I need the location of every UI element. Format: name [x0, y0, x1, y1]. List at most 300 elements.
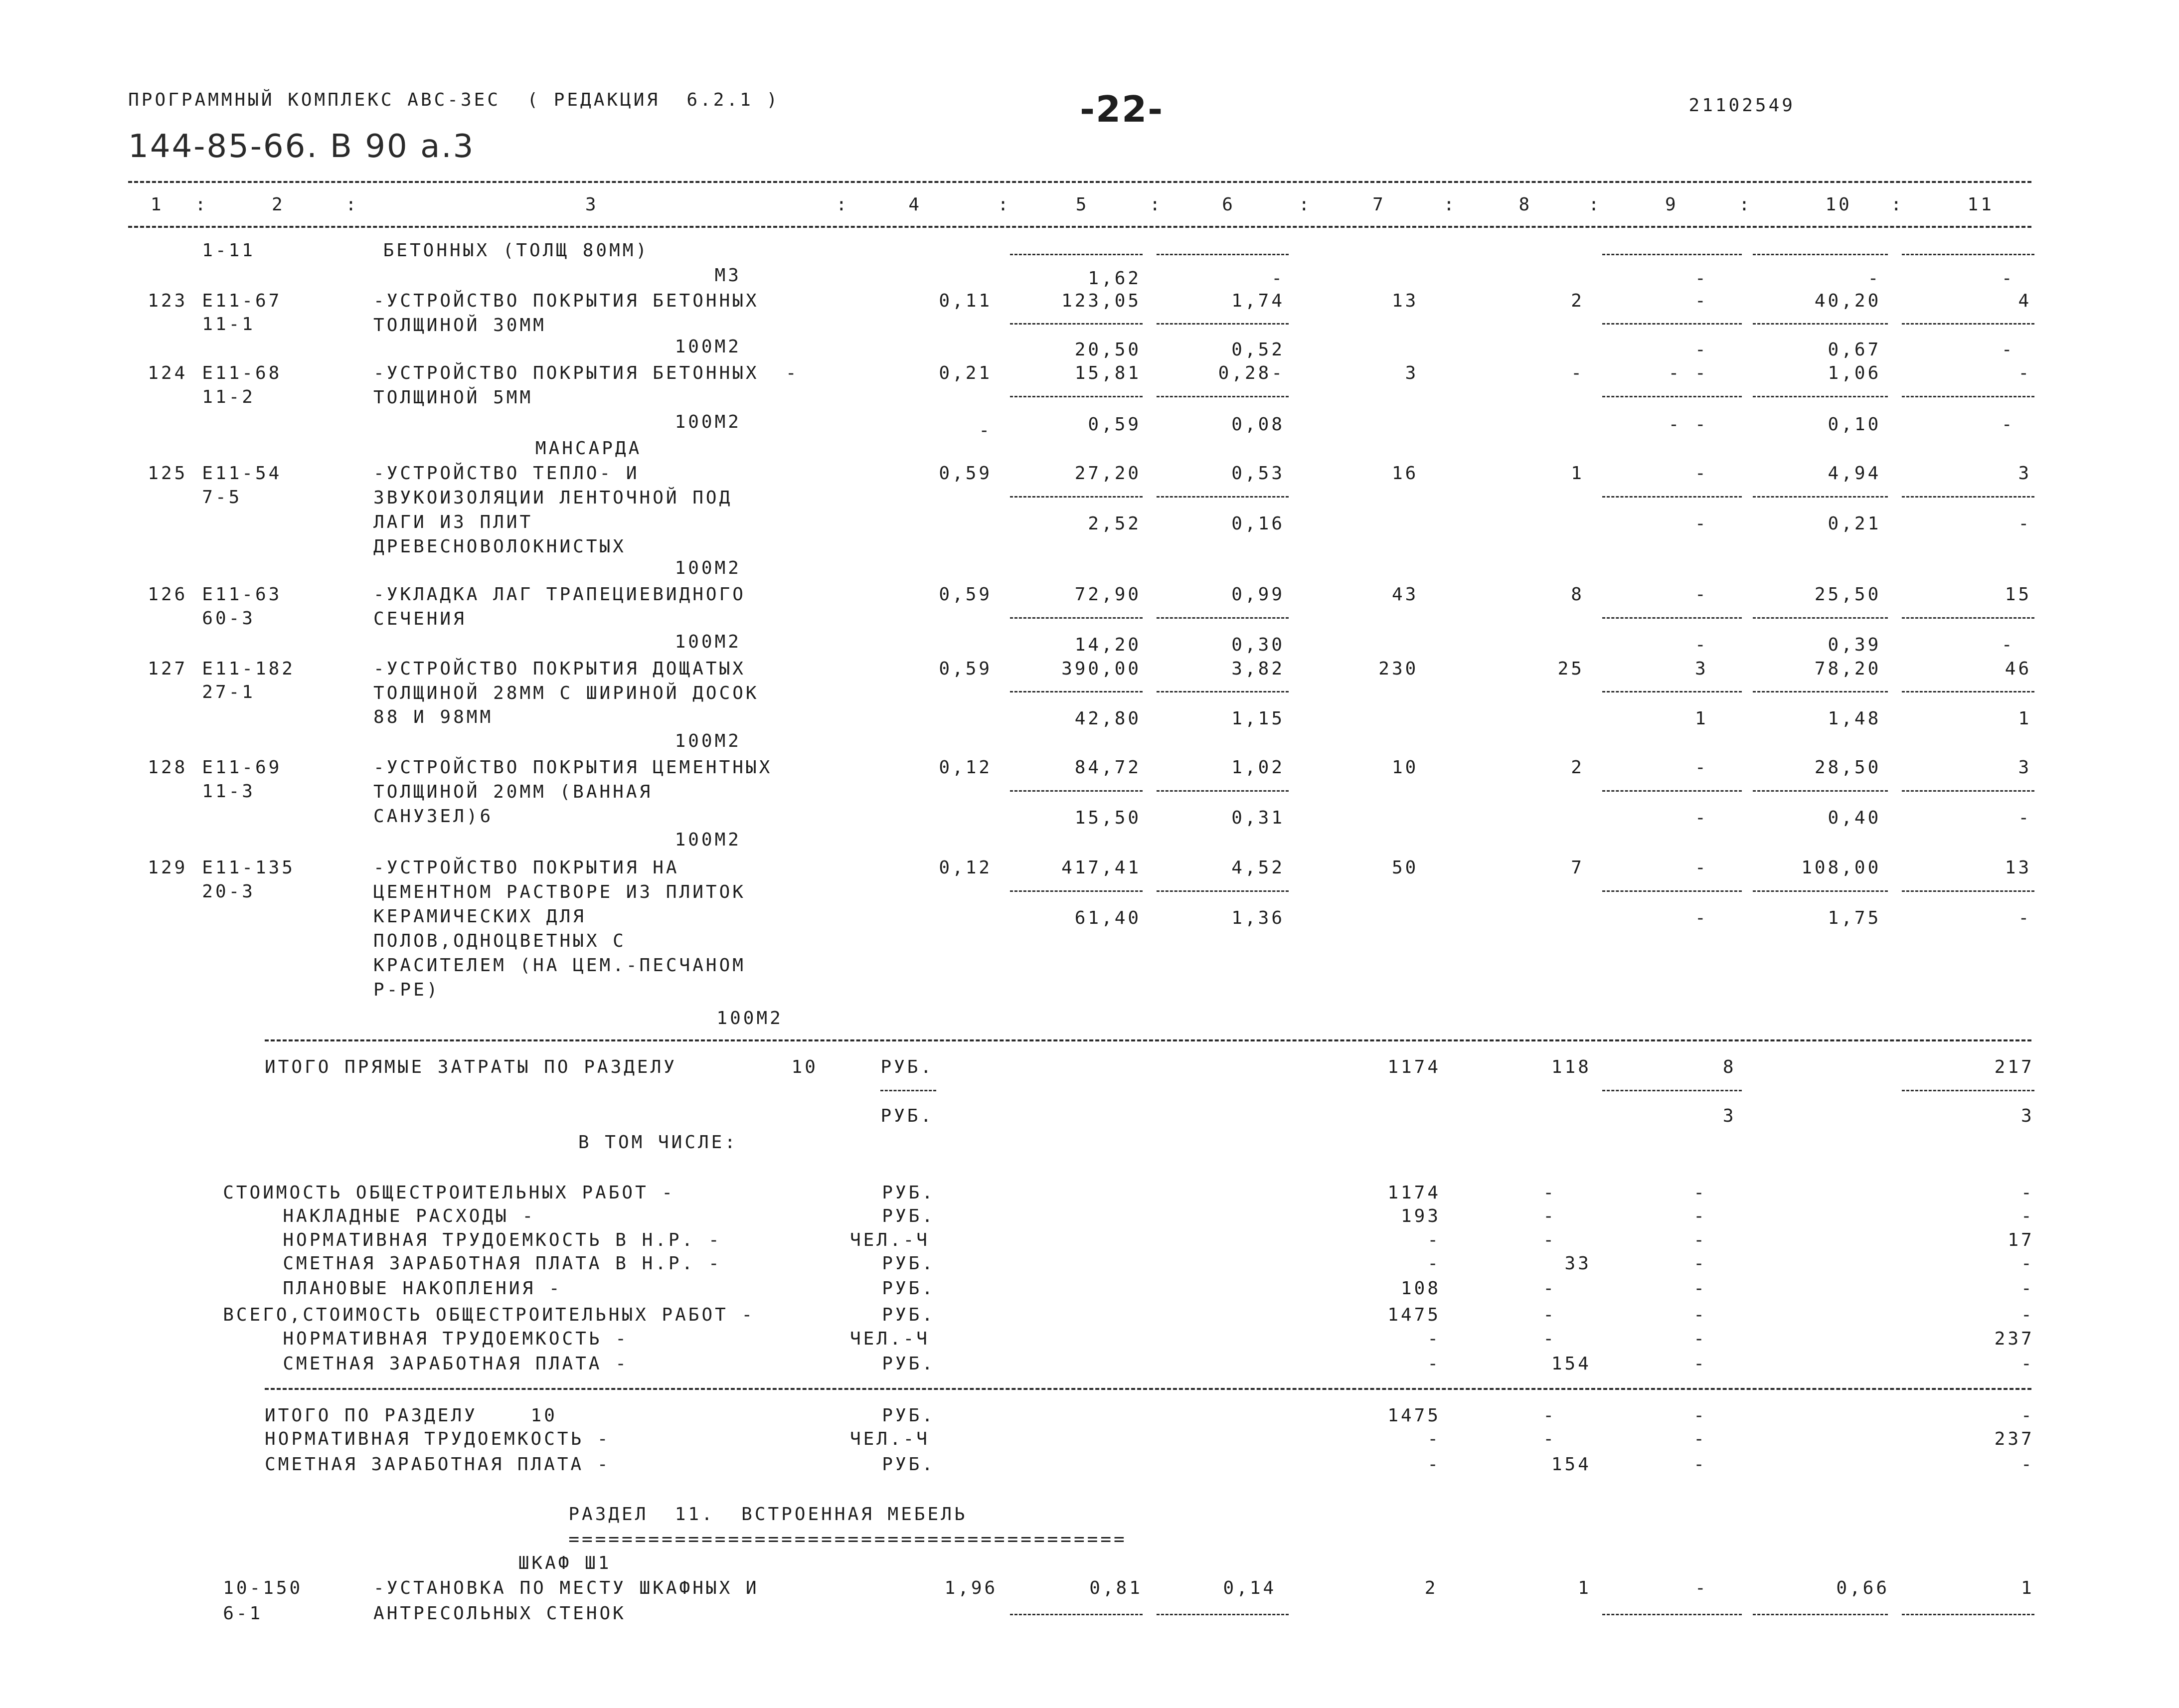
row-value-c11: 1 [2021, 1578, 2034, 1599]
summary-c9: - [1693, 1328, 1707, 1349]
row-seg-6-0 [1010, 890, 1143, 892]
row-desc-line: -УСТРОЙСТВО ПОКРЫТИЯ ЦЕМЕНТНЫХ [373, 757, 773, 778]
sub-value-c4: - [979, 420, 993, 441]
sub2-value-c6: 0,16 [1231, 513, 1285, 534]
row-value-c9: - [1694, 463, 1708, 484]
row-value-c9: - [1694, 584, 1708, 605]
row-seg-3-3 [1753, 617, 1888, 619]
row-value-c6: 3,82 [1231, 658, 1285, 679]
row-desc-line: ДРЕВЕСНОВОЛОКНИСТЫХ [373, 536, 626, 557]
row-desc-line: -УСТРОЙСТВО ПОКРЫТИЯ НА [373, 857, 679, 878]
row-desc-line: -УКЛАДКА ЛАГ ТРАПЕЦИЕВИДНОГО [373, 584, 746, 605]
row-seg-4-4 [1902, 691, 2034, 692]
row-value-c11: - [2018, 363, 2032, 384]
summary-unit: РУБ. [882, 1305, 935, 1326]
section-total-unit: ЧЕЛ.-Ч [849, 1429, 930, 1450]
row-seg-3-2 [1602, 617, 1742, 619]
top-line-seg-1 [1157, 254, 1289, 255]
total-direct2-c9: 3 [1722, 1105, 1736, 1126]
row-seg-2-4 [1902, 496, 2034, 498]
direct-seg-0 [1602, 1090, 1742, 1091]
top-line-desc: БЕТОННЫХ (ТОЛЩ 80ММ) [383, 240, 650, 261]
row-subcode: 20-3 [202, 881, 255, 902]
section-total-c9: - [1693, 1405, 1707, 1426]
summary-c11: - [2021, 1354, 2034, 1374]
summary-c11: - [2021, 1253, 2034, 1274]
row-seg-1-2 [1602, 396, 1742, 397]
row-value-c10: 108,00 [1801, 857, 1881, 878]
row-value-c6: 0,53 [1231, 463, 1285, 484]
row-desc-line: -УСТРОЙСТВО ПОКРЫТИЯ БЕТОННЫХ [373, 290, 759, 311]
row-value-c6: 1,02 [1231, 757, 1285, 778]
row-seg-0-2 [1602, 323, 1742, 325]
summary-c11: 237 [1994, 1328, 2034, 1349]
row-seg-4-3 [1753, 691, 1888, 692]
summary-c11: - [2021, 1182, 2034, 1203]
summary-label: СМЕТНАЯ ЗАРАБОТНАЯ ПЛАТА В Н.Р. - [283, 1253, 722, 1274]
row-seg-5-3 [1753, 790, 1888, 792]
row-desc-line: САНУЗЕЛ)6 [373, 806, 494, 827]
row-value-c11: 46 [2005, 658, 2032, 679]
summary-unit: РУБ. [882, 1253, 935, 1274]
program-title: ПРОГРАММНЫЙ КОМПЛЕКС АВС-3ЕС ( РЕДАКЦИЯ 6.2.1 ) [128, 90, 780, 111]
row-value-c5: 390,00 [1061, 658, 1142, 679]
unit-label: М3 [714, 265, 741, 286]
sub2-value-c5: 2,52 [1088, 513, 1142, 534]
sub2-value-c5: 15,50 [1074, 807, 1142, 828]
sub2-value-c11: - [2018, 807, 2032, 828]
column-header-18: 10 [1825, 194, 1852, 215]
sec11-seg-0 [1010, 1614, 1143, 1615]
summary-unit: РУБ. [882, 1206, 935, 1227]
sub2-value-c9: - [1694, 907, 1708, 928]
row-value-c4: 0,21 [939, 363, 993, 384]
row-seg-1-0 [1010, 396, 1143, 397]
row-seg-1-3 [1753, 396, 1888, 397]
row-subcode: 11-1 [202, 314, 255, 335]
row-value-c7: 50 [1391, 857, 1419, 878]
section-total-c11: 237 [1994, 1429, 2034, 1450]
sub-value-c6: 0,52 [1231, 339, 1285, 360]
section-total-c7: 1475 [1387, 1405, 1441, 1426]
row-subcode: 6-1 [223, 1603, 263, 1624]
summary-c8: 154 [1551, 1354, 1591, 1374]
row-value-c10: 28,50 [1814, 757, 1881, 778]
row-seg-2-0 [1010, 496, 1143, 498]
column-header-2: 2 [272, 194, 285, 215]
row-value-c8: 1 [1578, 1578, 1591, 1599]
row-seg-2-2 [1602, 496, 1742, 498]
row-value-c9: - [1694, 757, 1708, 778]
column-header-9: : [1149, 194, 1163, 215]
top-line-code: 1-11 [202, 240, 255, 261]
row-value-c5: 15,81 [1074, 363, 1142, 384]
row-seg-6-4 [1902, 890, 2034, 892]
summary-c11: - [2021, 1305, 2034, 1326]
row-seg-5-0 [1010, 790, 1143, 792]
row-code: Е11-67 [202, 290, 282, 311]
summary-c9: - [1693, 1354, 1707, 1374]
row-seg-3-0 [1010, 617, 1143, 619]
unit-label: 100М2 [674, 730, 741, 751]
column-header-0: 1 [150, 194, 164, 215]
summary-unit: РУБ. [882, 1182, 935, 1203]
sub-value-c10: 0,10 [1828, 414, 1881, 435]
handwritten-note: 144-85-66. В 90 а.3 [128, 128, 475, 165]
row-desc-line: КЕРАМИЧЕСКИХ ДЛЯ [373, 906, 586, 927]
row-code: Е11-69 [202, 757, 282, 778]
summary-c9: - [1693, 1305, 1707, 1326]
summary-c11: - [2021, 1278, 2034, 1299]
row-number: 127 [148, 658, 188, 679]
row-seg-5-4 [1902, 790, 2034, 792]
summary-label: НОРМАТИВНАЯ ТРУДОЕМКОСТЬ В Н.Р. - [283, 1229, 722, 1250]
sec11-seg-3 [1753, 1614, 1888, 1615]
summary-c7: - [1427, 1229, 1441, 1250]
sub2-value-c10: 0,40 [1828, 807, 1881, 828]
sec11-seg-4 [1902, 1614, 2034, 1615]
sub2-value-c10: 0,21 [1828, 513, 1881, 534]
section-total-label: ИТОГО ПО РАЗДЕЛУ 10 [265, 1405, 557, 1426]
summary-label: СМЕТНАЯ ЗАРАБОТНАЯ ПЛАТА - [283, 1354, 629, 1374]
section-total-c8: - [1543, 1405, 1557, 1426]
column-header-19: : [1890, 194, 1904, 215]
direct-seg-1 [1902, 1090, 2034, 1091]
row-seg-1-1 [1157, 396, 1289, 397]
sub2-value-c5: 42,80 [1074, 708, 1142, 729]
row-value-c7: 13 [1391, 290, 1419, 311]
header-rule-top [128, 181, 2031, 183]
summary-label: НАКЛАДНЫЕ РАСХОДЫ - [283, 1206, 536, 1227]
row-seg-2-1 [1157, 496, 1289, 498]
group-label: МАНСАРДА [535, 438, 642, 459]
column-header-4: 3 [585, 194, 599, 215]
summary-c8: - [1543, 1182, 1557, 1203]
sub2-value-c6: 1,15 [1231, 708, 1285, 729]
unit-label: 100М2 [674, 830, 741, 851]
row-value-c11: 3 [2018, 757, 2032, 778]
row-seg-0-1 [1157, 323, 1289, 325]
summary-c8: 33 [1564, 1253, 1591, 1274]
sub-value-c6: 0,30 [1231, 635, 1285, 656]
column-header-11: : [1298, 194, 1312, 215]
row-value-c8: 2 [1571, 290, 1584, 311]
sub2-value-c11: 1 [2018, 708, 2032, 729]
summary-c8: - [1543, 1305, 1557, 1326]
section-total-c8: 154 [1551, 1454, 1591, 1475]
row-desc-line: АНТРЕСОЛЬНЫХ СТЕНОК [373, 1603, 626, 1624]
row-seg-3-1 [1157, 617, 1289, 619]
row-value-c7: 43 [1391, 584, 1419, 605]
summary-c8: - [1543, 1206, 1557, 1227]
summary-c7: 108 [1401, 1278, 1441, 1299]
sub2-value-c9: - [1694, 807, 1708, 828]
row-value-c8: 2 [1571, 757, 1584, 778]
row-value-c7: 2 [1424, 1578, 1438, 1599]
row-seg-4-0 [1010, 691, 1143, 692]
row-desc-line: ЛАГИ ИЗ ПЛИТ [373, 512, 533, 533]
row-code: 10-150 [223, 1578, 303, 1599]
sub-value-c10: 0,39 [1828, 635, 1881, 656]
row-seg-5-2 [1602, 790, 1742, 792]
row-value-c4: 0,59 [939, 658, 993, 679]
total-direct-label: ИТОГО ПРЯМЫЕ ЗАТРАТЫ ПО РАЗДЕЛУ [265, 1056, 677, 1077]
row-seg-1-4 [1902, 396, 2034, 397]
row-value-c9: - [1694, 1578, 1708, 1599]
row-subcode: 11-2 [202, 386, 255, 407]
row-value-c10: 1,06 [1828, 363, 1881, 384]
summary-c7: 193 [1401, 1206, 1441, 1227]
sub-value-c5: 1,62 [1088, 268, 1142, 289]
row-value-c7: 10 [1391, 757, 1419, 778]
row-desc-line: -УСТАНОВКА ПО МЕСТУ ШКАФНЫХ И [373, 1578, 759, 1599]
row-seg-6-2 [1602, 890, 1742, 892]
row-subcode: 60-3 [202, 608, 255, 629]
sub2-value-c6: 1,36 [1231, 907, 1285, 928]
unit-label: 100М2 [674, 411, 741, 432]
sub2-value-c10: 1,48 [1828, 708, 1881, 729]
section-total-label: СМЕТНАЯ ЗАРАБОТНАЯ ПЛАТА - [265, 1454, 611, 1475]
summary-unit: РУБ. [882, 1354, 935, 1374]
sub-value-c6: 0,08 [1231, 414, 1285, 435]
top-line-seg-3 [1753, 254, 1888, 255]
row-seg-3-4 [1902, 617, 2034, 619]
row-value-c10: 0,66 [1836, 1578, 1890, 1599]
row-desc-line: ПОЛОВ,ОДНОЦВЕТНЫХ С [373, 931, 626, 952]
total-direct-c8: 118 [1551, 1056, 1591, 1077]
total-direct-c7: 1174 [1387, 1056, 1441, 1077]
unit-label: 100М2 [674, 336, 741, 357]
row-value-c9: 3 [1694, 658, 1708, 679]
section-11-title: РАЗДЕЛ 11. ВСТРОЕННАЯ МЕБЕЛЬ [568, 1504, 968, 1525]
summary-c7: - [1427, 1328, 1441, 1349]
row-value-c8: 8 [1571, 584, 1584, 605]
summary-c9: - [1693, 1229, 1707, 1250]
summary-c11: - [2021, 1206, 2034, 1227]
row-seg-6-1 [1157, 890, 1289, 892]
total-direct2-unit: РУБ. [880, 1105, 934, 1126]
row-value-c4: 0,11 [939, 290, 993, 311]
sub2-value-c11: - [2018, 513, 2032, 534]
column-header-20: 11 [1967, 194, 1994, 215]
sub-value-c9: - [1694, 339, 1708, 360]
unit-label: 100М2 [674, 558, 741, 579]
row-value-c7: 3 [1405, 363, 1419, 384]
row-subcode: 11-3 [202, 781, 255, 802]
summary-label: СТОИМОСТЬ ОБЩЕСТРОИТЕЛЬНЫХ РАБОТ - [223, 1182, 675, 1203]
row-value-c6: 0,28- [1218, 363, 1285, 384]
sub2-value-c5: 61,40 [1074, 907, 1142, 928]
row-value-c5: 27,20 [1074, 463, 1142, 484]
sub-value-c9: - [1694, 268, 1708, 289]
row-value-c5: 84,72 [1074, 757, 1142, 778]
row-value-c5: 123,05 [1061, 290, 1142, 311]
header-rule-bottom [128, 226, 2031, 228]
row-desc-line: Р-РЕ) [373, 979, 440, 1000]
sub2-value-c10: 1,75 [1828, 907, 1881, 928]
row-seg-0-0 [1010, 323, 1143, 325]
column-header-10: 6 [1222, 194, 1235, 215]
sub2-value-c6: 0,31 [1231, 807, 1285, 828]
sub2-value-c9: - [1694, 513, 1708, 534]
top-line-seg-2 [1602, 254, 1742, 255]
summary-c7: 1475 [1387, 1305, 1441, 1326]
row-value-c5: 0,81 [1089, 1578, 1143, 1599]
row-value-c10: 78,20 [1814, 658, 1881, 679]
row-value-c10: 4,94 [1828, 463, 1881, 484]
row-value-c4: 0,59 [939, 584, 993, 605]
summary-c9: - [1693, 1182, 1707, 1203]
summary-unit: ЧЕЛ.-Ч [849, 1229, 930, 1250]
sub2-value-c9: 1 [1694, 708, 1708, 729]
column-header-6: 4 [908, 194, 922, 215]
row-number: 123 [148, 290, 188, 311]
total-direct-section: 10 [791, 1056, 818, 1077]
section-total-c11: - [2021, 1454, 2034, 1475]
summary-unit: ЧЕЛ.-Ч [849, 1328, 930, 1349]
row-desc-line: -УСТРОЙСТВО ПОКРЫТИЯ ДОЩАТЫХ [373, 658, 746, 679]
row-value-c5: 72,90 [1074, 584, 1142, 605]
column-header-8: 5 [1075, 194, 1089, 215]
row-value-c9: - [1694, 290, 1708, 311]
summary-c8: - [1543, 1229, 1557, 1250]
row-value-c10: 40,20 [1814, 290, 1881, 311]
cabinet-label: ШКАФ Ш1 [518, 1552, 612, 1573]
summary-unit: РУБ. [882, 1278, 935, 1299]
row-value-c9: - - [1668, 363, 1708, 384]
column-header-17: : [1739, 194, 1752, 215]
row-value-c6: 0,14 [1223, 1578, 1277, 1599]
row-code: Е11-63 [202, 584, 282, 605]
row-value-c6: 0,99 [1231, 584, 1285, 605]
row-desc-line: ТОЛЩИНОЙ 30ММ [373, 315, 546, 336]
summary-c7: - [1427, 1354, 1441, 1374]
row-value-c7: 230 [1378, 658, 1419, 679]
total-direct-unit: РУБ. [880, 1056, 934, 1077]
sub2-value-c11: - [2018, 907, 2032, 928]
unit-label: 100М2 [674, 632, 741, 653]
section-total-unit: РУБ. [882, 1405, 935, 1426]
summary-c9: - [1693, 1253, 1707, 1274]
sub-value-c11: - [2001, 339, 2015, 360]
section-total-c9: - [1693, 1454, 1707, 1475]
section-11-underline: ========================================== [568, 1529, 1127, 1550]
row-value-c6: 4,52 [1231, 857, 1285, 878]
row-value-c11: 3 [2018, 463, 2032, 484]
section-total-c8: - [1543, 1429, 1557, 1450]
summary-c9: - [1693, 1278, 1707, 1299]
row-value-c11: 13 [2005, 857, 2032, 878]
row-number: 129 [148, 857, 188, 878]
sub-value-c9: - - [1668, 414, 1708, 435]
row-desc-line: ТОЛЩИНОЙ 20ММ (ВАННАЯ [373, 781, 653, 802]
row-seg-6-3 [1753, 890, 1888, 892]
column-header-5: : [836, 194, 849, 215]
row-value-c8: - [1571, 363, 1584, 384]
sub-value-c6: - [1271, 268, 1285, 289]
summary-c7: 1174 [1387, 1182, 1441, 1203]
row-seg-2-3 [1753, 496, 1888, 498]
row-value-c11: 15 [2005, 584, 2032, 605]
section-rule [265, 1388, 2031, 1390]
section-total-c7: - [1427, 1454, 1441, 1475]
row-desc-line: 88 И 98ММ [373, 707, 494, 728]
summary-c11: 17 [2008, 1229, 2034, 1250]
row-value-c6: 1,74 [1231, 290, 1285, 311]
row-desc-line: ЦЕМЕНТНОМ РАСТВОРЕ ИЗ ПЛИТОК [373, 882, 746, 903]
section-total-label: НОРМАТИВНАЯ ТРУДОЕМКОСТЬ - [265, 1429, 611, 1450]
row-code: Е11-135 [202, 857, 295, 878]
summary-label: ВСЕГО,СТОИМОСТЬ ОБЩЕСТРОИТЕЛЬНЫХ РАБОТ - [223, 1305, 755, 1326]
including-label: В ТОМ ЧИСЛЕ: [578, 1132, 738, 1153]
row-number: 124 [148, 363, 188, 384]
section-total-c9: - [1693, 1429, 1707, 1450]
sub-value-c11: - [2001, 268, 2015, 289]
column-header-14: 8 [1518, 194, 1532, 215]
row-value-c7: 16 [1391, 463, 1419, 484]
unit-rule [880, 1090, 936, 1091]
sub-value-c10: 0,67 [1828, 339, 1881, 360]
row-value-c4: 0,59 [939, 463, 993, 484]
top-line-seg-4 [1902, 254, 2034, 255]
summary-c9: - [1693, 1206, 1707, 1227]
summary-label: НОРМАТИВНАЯ ТРУДОЕМКОСТЬ - [283, 1328, 629, 1349]
total-direct-c11: 217 [1994, 1056, 2034, 1077]
sub-value-c11: - [2001, 635, 2015, 656]
sec11-seg-1 [1157, 1614, 1289, 1615]
row-desc-line: -УСТРОЙСТВО ПОКРЫТИЯ БЕТОННЫХ - [373, 363, 799, 384]
top-line-seg-0 [1010, 254, 1143, 255]
summary-c7: - [1427, 1253, 1441, 1274]
row-number: 125 [148, 463, 188, 484]
document-code: 21102549 [1688, 95, 1795, 116]
column-header-7: : [998, 194, 1011, 215]
row-seg-4-1 [1157, 691, 1289, 692]
row-value-c4: 1,96 [944, 1578, 998, 1599]
total-direct-c9: 8 [1722, 1056, 1736, 1077]
row-value-c9: - [1694, 857, 1708, 878]
page-number: -22- [1080, 88, 1164, 131]
row-seg-0-3 [1753, 323, 1888, 325]
row-subcode: 27-1 [202, 682, 255, 703]
row-code: Е11-68 [202, 363, 282, 384]
column-header-15: : [1588, 194, 1602, 215]
row-seg-0-4 [1902, 323, 2034, 325]
row-desc-line: ЗВУКОИЗОЛЯЦИИ ЛЕНТОЧНОЙ ПОД [373, 488, 733, 509]
section-total-c7: - [1427, 1429, 1441, 1450]
row-number: 126 [148, 584, 188, 605]
row-seg-5-1 [1157, 790, 1289, 792]
section-total-c11: - [2021, 1405, 2034, 1426]
row-desc-line: КРАСИТЕЛЕМ (НА ЦЕМ.-ПЕСЧАНОМ [373, 955, 746, 976]
sub-value-c5: 14,20 [1074, 635, 1142, 656]
sub-value-c5: 20,50 [1074, 339, 1142, 360]
summary-c8: - [1543, 1278, 1557, 1299]
row-desc-line: -УСТРОЙСТВО ТЕПЛО- И [373, 463, 640, 484]
sub-value-c11: - [2001, 414, 2015, 435]
row-value-c5: 417,41 [1061, 857, 1142, 878]
row-code: Е11-182 [202, 658, 295, 679]
row-number: 128 [148, 757, 188, 778]
column-header-16: 9 [1665, 194, 1678, 215]
column-header-3: : [345, 194, 359, 215]
sub-value-c9: - [1694, 635, 1708, 656]
row-value-c11: 4 [2018, 290, 2032, 311]
row-value-c4: 0,12 [939, 857, 993, 878]
summary-c8: - [1543, 1328, 1557, 1349]
column-header-1: : [195, 194, 208, 215]
row-value-c10: 25,50 [1814, 584, 1881, 605]
